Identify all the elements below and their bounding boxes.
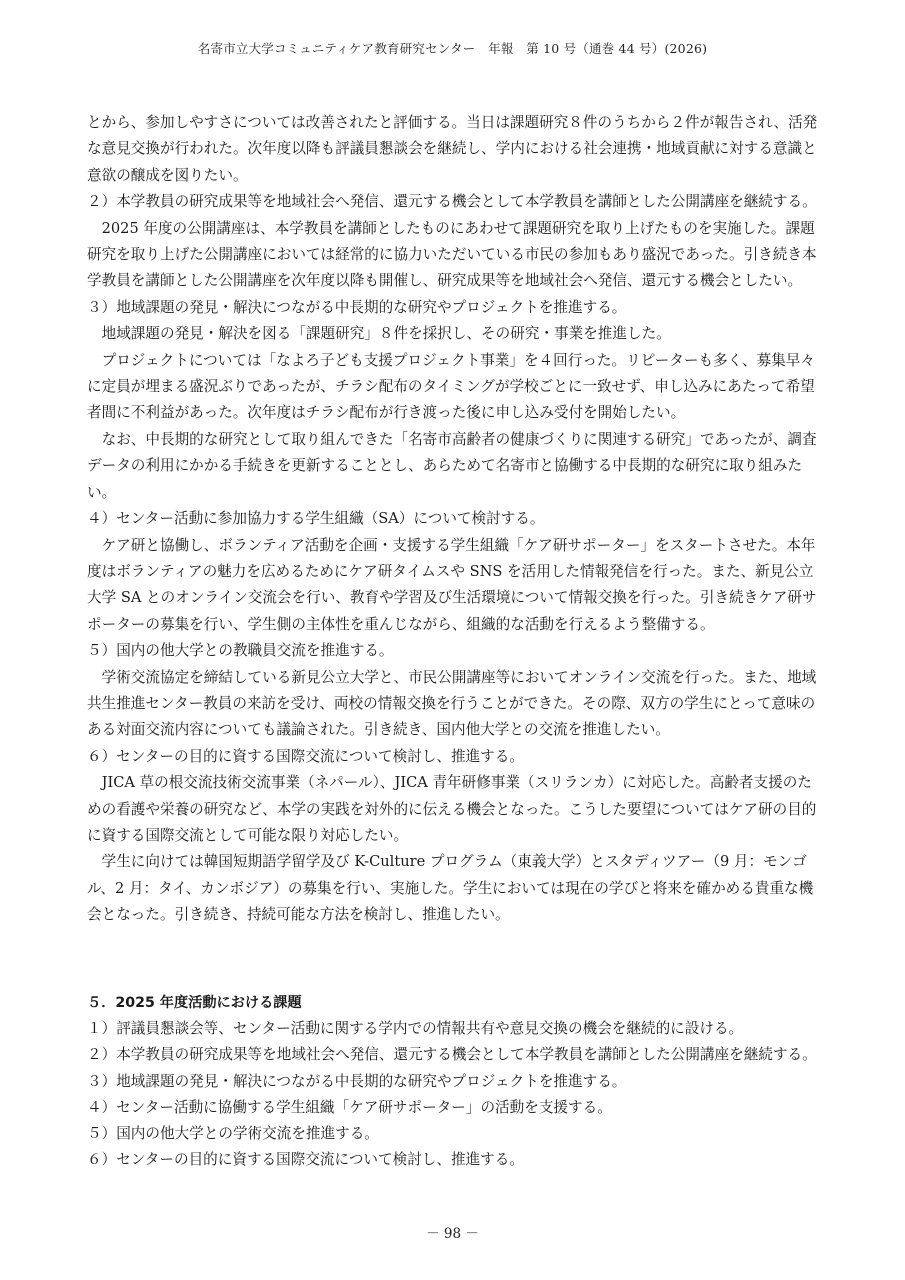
issue-item: ６）センターの目的に資する国際交流について検討し、推進する。 — [87, 1151, 524, 1169]
paragraph: 学生に向けては韓国短期語学留学及び K-Culture プログラム（東義大学）とスタディツアー（9 月：モンゴル、2 月：タイ、カンボジア）の募集を行い、実施した。学生においては現在の学びと将来を確かめる貴重な機会となった。引き続き、持続可能な方法を検討し、推進したい。 — [87, 853, 814, 924]
list-item-heading: ３）地域課題の発見・解決につながる中長期的な研究やプロジェクトを推進する。 — [87, 298, 627, 316]
paragraph: なお、中長期的な研究として取り組んできた「名寄市高齢者の健康づくりに関連する研究」であったが、調査データの利用にかかる手続きを更新することとし、あらためて名寄市と協働する中長期的な研究に取り組みたい。 — [87, 430, 817, 501]
issue-item: １）評議員懇談会等、センター活動に関する学内での情報共有や意見交換の機会を継続的に設ける。 — [87, 1020, 744, 1038]
issue-item: ２）本学教員の研究成果等を地域社会へ発信、還元する機会として本学教員を講師とした公開講座を継続する。 — [87, 1046, 817, 1064]
running-header: 名寄市立大学コミュニティケア教育研究センター 年報 第 10 号（通巻 44 号）(2026) — [197, 41, 708, 56]
issue-item: ３）地域課題の発見・解決につながる中長期的な研究やプロジェクトを推進する。 — [87, 1072, 627, 1090]
list-item-heading: ６）センターの目的に資する国際交流について検討し、推進する。 — [87, 747, 524, 765]
list-item-heading: ４）センター活動に参加協力する学生組織（SA）について検討する。 — [87, 510, 545, 528]
issue-item: ５）国内の他大学との学術交流を推進する。 — [87, 1125, 379, 1143]
paragraph: 地域課題の発見・解決を図る「課題研究」８件を採択し、その研究・事業を推進した。 — [101, 325, 671, 343]
paragraph: とから、参加しやすさについては改善されたと評価する。当日は課題研究８件のうちから２件が報告され、活発な意見交換が行われた。次年度以降も評議員懇談会を継続し、学内における社会連携・地域貢献に対する意識と意欲の醸成を図りたい。 — [87, 114, 818, 184]
paragraph: ケア研と協働し、ボランティア活動を企画・支援する学生組織「ケア研サポーター」をスタートさせた。本年度はボランティアの魅力を広めるためにケア研タイムスや SNS を活用した情報発信を行った。また、新見公立大学 SA とのオンライン交流会を行い、教育や学習及び生活環境について情報交換を行った。引き続きケア研サポーターの募集を行い、学生側の主体性を重んじながら、組織的な活動を行えるよう整備する。 — [87, 536, 817, 633]
section-heading: ５．2025 年度活動における課題 — [87, 995, 302, 1011]
paragraph: 2025 年度の公開講座は、本学教員を講師としたものにあわせて課題研究を取り上げたものを実施した。課題研究を取り上げた公開講座においては経常的に協力いただいている市民の参加もあり盛況であった。引き続き本学教員を講師とした公開講座を次年度以降も開催し、研究成果等を地域社会へ発信、還元する機会としたい。 — [87, 219, 817, 290]
paragraph: 学術交流協定を締結している新見公立大学と、市民公開講座等においてオンライン交流を行った。また、地域共生推進センター教員の来訪を受け、両校の情報交換を行うことができた。その際、双方の学生にとって意味のある対面交流内容についても議論された。引き続き、国内他大学との交流を推進したい。 — [87, 668, 817, 739]
body-text — [87, 110, 823, 929]
paragraph: JICA 草の根交流技術交流事業（ネパール）、JICA 青年研修事業（スリランカ）に対応した。高齢者支援のための看護や栄養の研究など、本学の実践を対外的に伝える機会となった。こうした要望についてはケア研の目的に資する国際交流として可能な限り対応したい。 — [87, 774, 817, 844]
list-item-heading: ５）国内の他大学との教職員交流を推進する。 — [87, 642, 394, 660]
section-5 — [87, 990, 823, 1173]
list-item-heading: ２）本学教員の研究成果等を地域社会へ発信、還元する機会として本学教員を講師とした公開講座を継続する。 — [87, 193, 817, 211]
paragraph: プロジェクトについては「なよろ子ども支援プロジェクト事業」を４回行った。リピーターも多く、募集早々に定員が埋まる盛況ぶりであったが、チラシ配布のタイミングが学校ごとに一致せず、申し込みにあたって希望者間に不利益があった。次年度はチラシ配布が行き渡った後に申し込み受付を開始したい。 — [87, 351, 815, 422]
page-number: － 98 － — [426, 1226, 479, 1242]
issue-item: ４）センター活動に協働する学生組織「ケア研サポーター」の活動を支援する。 — [87, 1098, 612, 1116]
